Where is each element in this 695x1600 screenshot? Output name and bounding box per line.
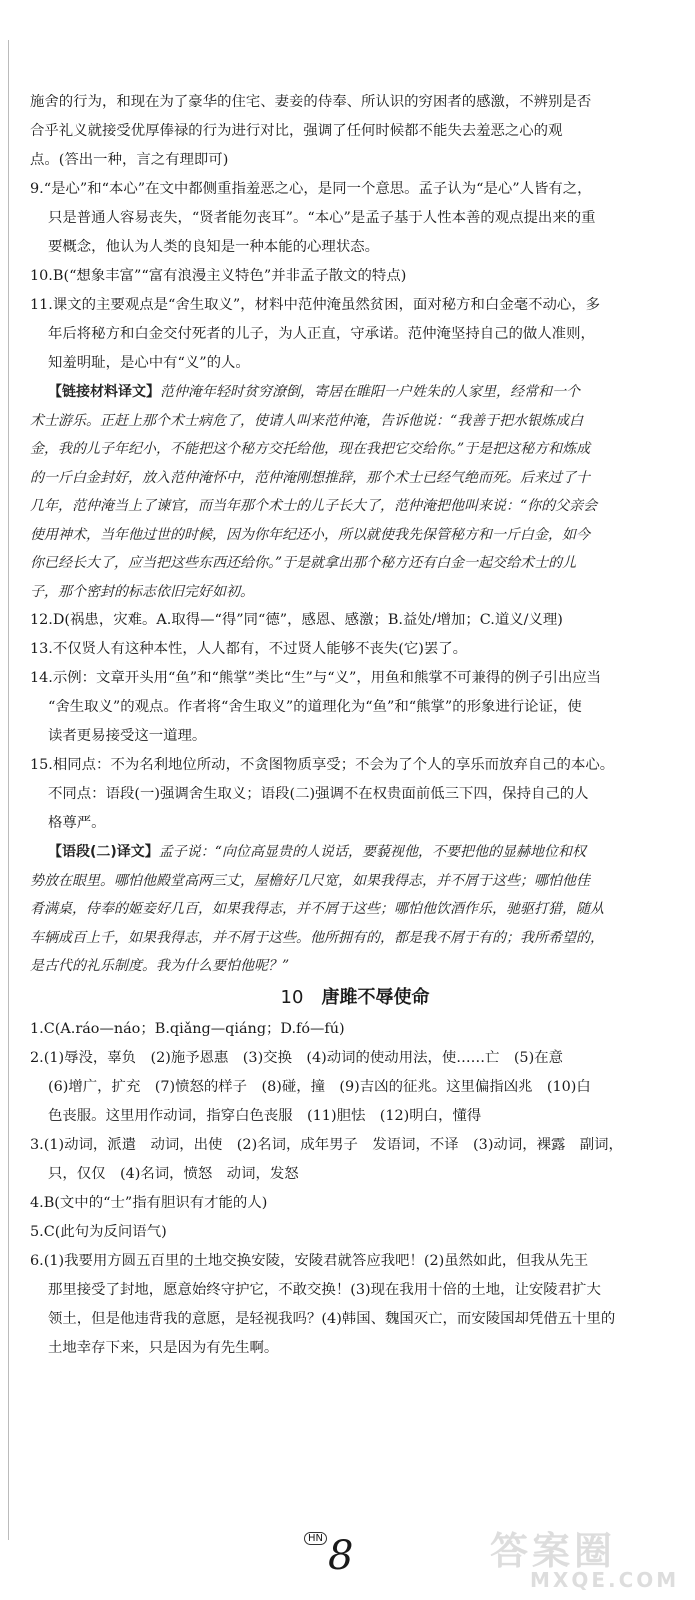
text-line: 几年，范仲淹当上了谏官，而当年那个术士的儿子长大了，范仲淹把他叫来说：“你的父亲会 <box>30 498 598 514</box>
page-number <box>300 1528 380 1588</box>
translation-block-1 <box>30 378 680 606</box>
answer-3: 3.(1)动词，派遣 动词，出使 (2)名词，成年男子 发语词，不译 (3)动词，裸露 副词， <box>30 1136 623 1153</box>
text-line: 是古代的礼乐制度。我为什么要怕他呢？” <box>30 958 290 974</box>
text-line: 合乎礼义就接受优厚俸禄的行为进行对比，强调了任何时候都不能失去羞恶之心的观 <box>30 123 563 139</box>
answer-2: 2.(1)辱没，辜负 (2)施予恩惠 (3)交换 (4)动词的使动用法，使……亡 (5)在意 <box>30 1049 563 1066</box>
watermark-url: MXQE.COM <box>530 1568 680 1592</box>
answer-15: 15.相同点：不为名利地位所动，不贪图物质享受；不会为了个人的享乐而放弃自己的本心。 <box>30 757 615 773</box>
publisher-badge: HN <box>304 1532 327 1545</box>
text-line: 土地幸存下来，只是因为有先生啊。 <box>48 1339 279 1356</box>
answer-10: 10.B(“想象丰富”“富有浪漫主义特色”并非孟子散文的特点) <box>30 268 407 284</box>
text-line: 金，我的儿子年纪小，不能把这个秘方交托给他，现在我把它交给你。”于是把这秘方和炼成 <box>30 441 591 457</box>
answer-11: 11.课文的主要观点是“舍生取义”，材料中范仲淹虽然贫困，面对秘方和白金毫不动心，多 <box>30 297 601 313</box>
text-line: “舍生取义”的观点。作者将“舍生取义”的道理化为“鱼”和“熊掌”的形象进行论证，使 <box>48 699 582 715</box>
text-line: 色丧服。这里用作动词，指穿白色丧服 (11)胆怯 (12)明白，懂得 <box>48 1107 482 1124</box>
answer-14: 14.示例：文章开头用“鱼”和“熊掌”类比“生”与“义”，用鱼和熊掌不可兼得的例子引出应当 <box>30 670 602 686</box>
text-line: 领土，但是他违背我的意愿，是轻视我吗？(4)韩国、魏国灭亡，而安陵国却凭借五十里的 <box>48 1310 616 1327</box>
answer-9: 9.“是心”和“本心”在文中都侧重指羞恶之心，是同一个意思。孟子认为“是心”人皆有之， <box>30 181 592 197</box>
text-line: 年后将秘方和白金交付死者的儿子，为人正直，守承诺。范仲淹坚持自己的做人准则， <box>48 326 595 342</box>
lesson-title <box>30 983 680 1013</box>
text-span: 孟子说：“向位高显贵的人说话，要藐视他，不要把他的显赫地位和权 <box>158 844 586 860</box>
answer-1: 1.C(A.ráo—náo；B.qiǎng—qiáng；D.fó—fú) <box>30 1020 345 1037</box>
lesson-name: 唐雎不辱使命 <box>321 986 430 1008</box>
text-line: 只是普通人容易丧失，“贤者能勿丧耳”。“本心”是孟子基于人性本善的观点提出来的重 <box>48 210 596 226</box>
text-line: 点。(答出一种，言之有理即可) <box>30 152 229 168</box>
text-line: (6)增广，扩充 (7)愤怒的样子 (8)碰，撞 (9)吉凶的征兆。这里偏指凶兆 (10)白 <box>48 1078 591 1095</box>
answer-5: 5.C(此句为反问语气) <box>30 1223 167 1240</box>
text-line: 的一斤白金封好，放入范仲淹怀中，范仲淹刚想推辞，那个术士已经气绝而死。后来过了十 <box>30 469 590 486</box>
text-line: 只，仅仅 (4)名词，愤怒 动词，发怒 <box>48 1165 299 1182</box>
text-line: 不同点：语段(一)强调舍生取义；语段(二)强调不在权贵面前低三下四，保持自己的人 <box>48 786 589 802</box>
page-number-digit: 8 <box>328 1533 354 1579</box>
text-line: 要概念，他认为人类的良知是一种本能的心理状态。 <box>48 239 379 255</box>
text-line <box>30 838 680 867</box>
text-line: 势放在眼里。哪怕他殿堂高两三丈，屋檐好几尺宽，如果我得志，并不屑于这些；哪怕他佳 <box>30 872 590 889</box>
text-line: 知羞明耻，是心中有“义”的人。 <box>48 355 250 371</box>
text-line: 术士游乐。正赶上那个术士病危了，使请人叫来范仲淹，告诉他说：“我善于把水银炼成白 <box>30 412 584 429</box>
watermark-text: 答案圈 <box>490 1529 617 1573</box>
answer-page <box>30 88 680 1363</box>
text-line: 那里接受了封地，愿意始终守护它，不敢交换！(3)现在我用十倍的土地，让安陵君扩大 <box>48 1281 601 1298</box>
lesson-number: 10 <box>280 986 304 1008</box>
translation-tag: 【链接材料译文】 <box>48 384 160 400</box>
text-line <box>30 378 680 407</box>
text-line: 格尊严。 <box>48 815 106 831</box>
answer-6: 6.(1)我要用方圆五百里的土地交换安陵，安陵君就答应我吧！(2)虽然如此，但我从先王 <box>30 1252 589 1269</box>
text-line: 施舍的行为，和现在为了豪华的住宅、妻妾的侍奉、所认识的穷困者的感激，不辨别是否 <box>30 94 592 110</box>
translation-block-2 <box>30 838 680 981</box>
answer-12: 12.D(祸患，灾难。A.取得—“得”同“德”，感恩、感激；B.益处/增加；C.道义/义理) <box>30 612 563 628</box>
answer-4: 4.B(文中的“士”指有胆识有才能的人) <box>30 1194 268 1211</box>
text-span: 范仲淹年轻时贫穷潦倒，寄居在睢阳一户姓朱的人家里，经常和一个 <box>160 384 580 400</box>
text-line: 肴满桌，侍奉的姬妾好几百，如果我得志，并不屑于这些；哪怕他饮酒作乐，驰驱打猎，随从 <box>30 901 604 917</box>
page-margin-line <box>8 40 9 1540</box>
answer-13: 13.不仅贤人有这种本性，人人都有，不过贤人能够不丧失(它)罢了。 <box>30 641 468 657</box>
text-line: 子，那个密封的标志依旧完好如初。 <box>30 583 254 600</box>
text-line: 车辆成百上千，如果我得志，并不屑于这些。他所拥有的，都是我不屑于有的；我所希望的， <box>30 929 604 946</box>
text-line: 使用神术，当年他过世的时候，因为你年纪还小，所以就使我先保管秘方和一斤白金，如今 <box>30 526 590 543</box>
text-line: 读者更易接受这一道理。 <box>48 728 207 744</box>
watermark-logo <box>470 1520 690 1596</box>
translation-tag: 【语段(二)译文】 <box>48 844 159 860</box>
text-line: 你已经长大了，应当把这些东西还给你。”于是就拿出那个秘方还有白金一起交给术士的儿 <box>30 555 577 571</box>
